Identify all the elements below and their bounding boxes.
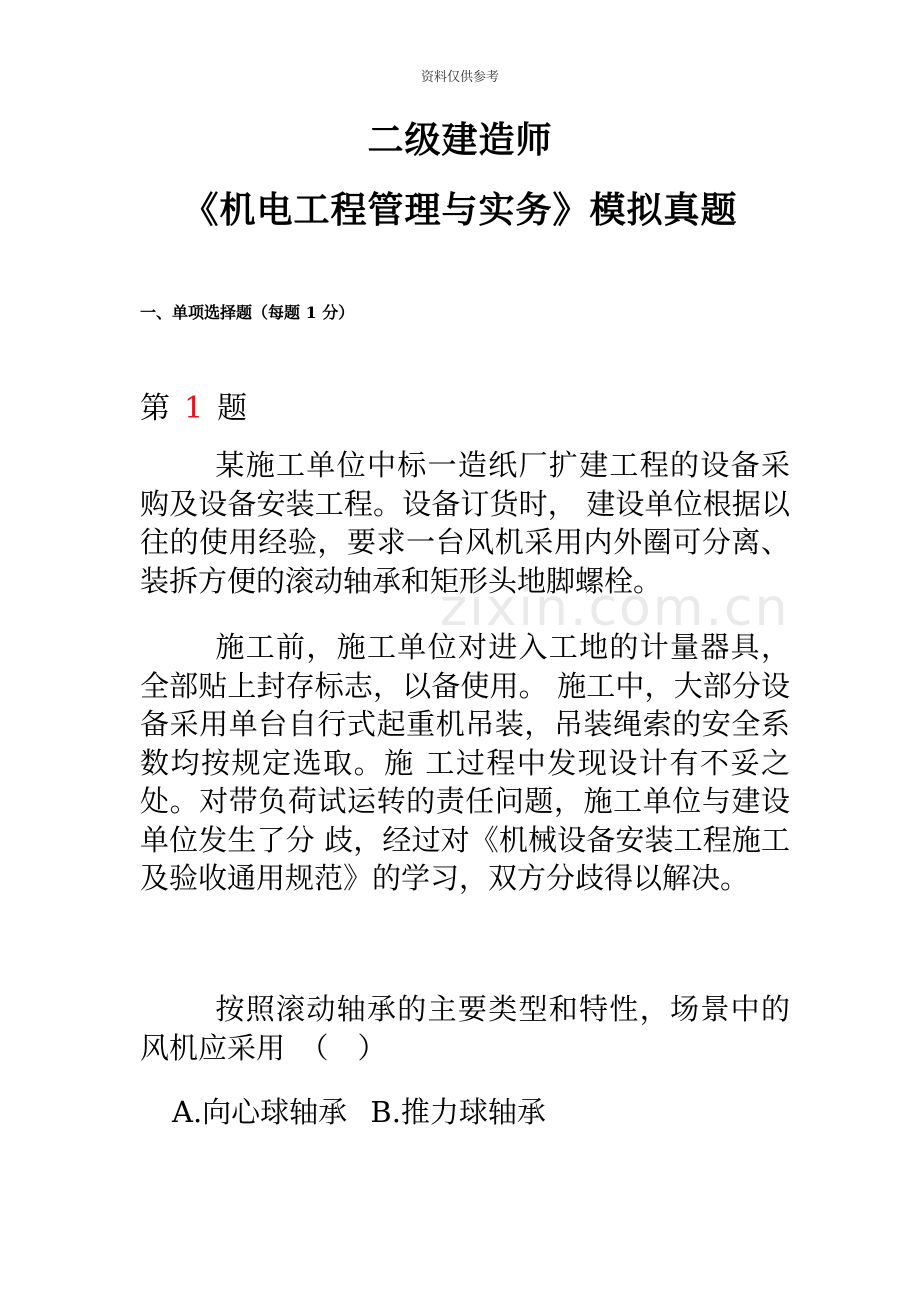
document-title: 二级建造师 [367,119,553,161]
question-label-prefix: 第 [140,391,170,426]
paragraph-text: 施工前，施工单位对进入工地的计量器具，全部贴上封存标志，以备使用。 施工中，大部分设备采用单台自行式起重机吊装，吊装绳索的安全系数均按规定选取。施 工过程中发现设计有不妥之处。对带负荷试运转的责任问题，施工单位与建设单位发生了分 歧，经过对《机械设备安装工程施工及验收通用规范》的学习，双方分歧得以解决。 [140,630,790,895]
question-heading [140,383,247,427]
reference-watermark: 资料仅供参考 [420,70,499,85]
section-heading: 一、单项选择题（每题 1 分） [140,303,355,322]
document-subtitle: 《机电工程管理与实务》模拟真题 [182,189,738,231]
question-number: 1 [184,391,204,426]
question-prompt [140,990,790,1067]
option-b[interactable]: B.推力球轴承 [370,1095,546,1129]
option-a[interactable]: A.向心球轴承 [172,1095,348,1129]
question-paragraph-1 [140,446,790,600]
answer-options [172,1090,560,1131]
paragraph-text: 某施工单位中标一造纸厂扩建工程的设备采购及设备安装工程。设备订货时， 建设单位根据以往的使用经验，要求一台风机采用内外圈可分离、装拆方便的滚动轴承和矩形头地脚螺栓。 [140,448,790,598]
question-paragraph-2 [140,628,790,898]
faint-site-watermark: zixin.com.cn [440,578,790,638]
question-label-suffix: 题 [217,391,248,426]
paragraph-text: 按照滚动轴承的主要类型和特性，场景中的风机应采用 （ ） [140,992,790,1065]
